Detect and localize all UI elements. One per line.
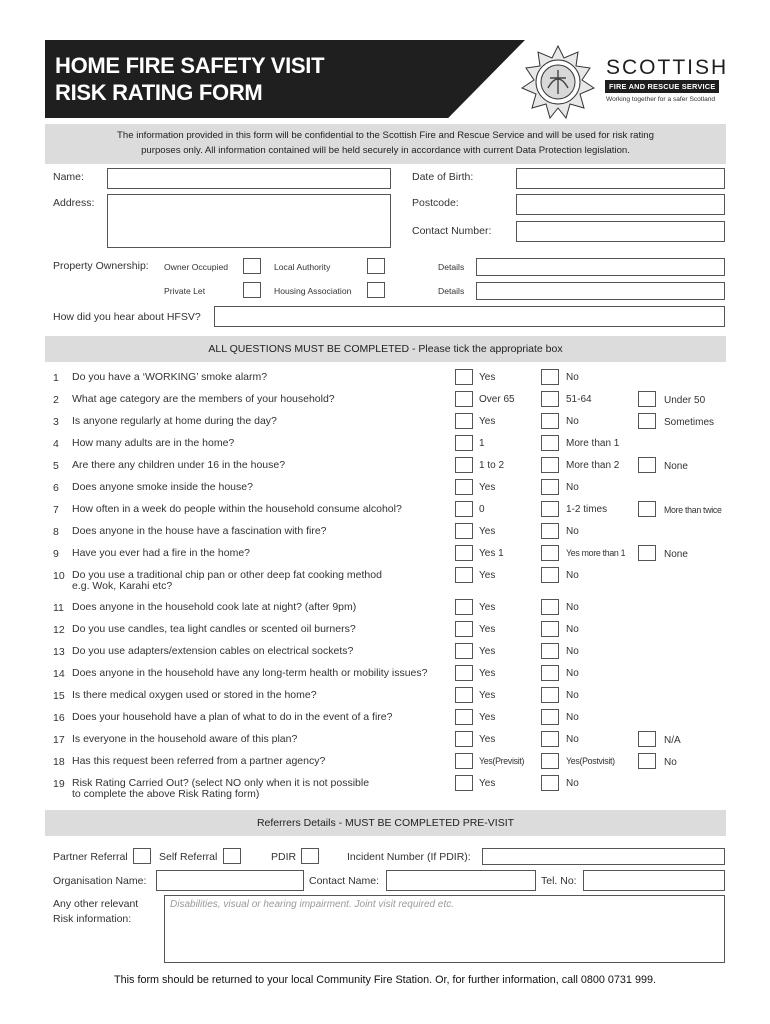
question-option-checkbox[interactable] xyxy=(455,599,473,615)
question-option-checkbox[interactable] xyxy=(541,479,559,495)
question-option-label: 1 to 2 xyxy=(479,460,505,471)
question-option-label: None xyxy=(664,549,688,560)
name-field[interactable] xyxy=(107,168,391,189)
local-authority-label: Local Authority xyxy=(274,262,331,272)
question-option-checkbox[interactable] xyxy=(455,621,473,637)
details-label-2: Details xyxy=(438,286,465,296)
question-number: 7 xyxy=(53,504,59,516)
partner-referral-checkbox[interactable] xyxy=(133,848,151,864)
question-option-label: No xyxy=(566,372,579,383)
question-option-label: No xyxy=(566,482,579,493)
partner-referral-label: Partner Referral xyxy=(53,851,128,863)
question-option-label: No xyxy=(566,712,579,723)
question-text xyxy=(72,712,392,723)
address-label: Address: xyxy=(53,197,95,209)
question-text xyxy=(72,372,267,383)
question-text-line: How often in a week do people within the household consume alcohol? xyxy=(72,503,402,515)
housing-association-checkbox[interactable] xyxy=(367,282,385,298)
brand-subtitle: FIRE AND RESCUE SERVICE xyxy=(605,80,719,93)
address-field[interactable] xyxy=(107,194,391,248)
question-option-label: Yes xyxy=(479,570,496,581)
question-number: 10 xyxy=(53,570,65,582)
question-option-checkbox[interactable] xyxy=(455,643,473,659)
property-ownership-label: Property Ownership: xyxy=(53,260,149,272)
question-text-line-2: to complete the above Risk Rating form) xyxy=(72,788,260,800)
question-option-label: Yes xyxy=(479,734,496,745)
question-option-checkbox[interactable] xyxy=(541,687,559,703)
question-option-label: 1-2 times xyxy=(566,504,608,515)
question-number: 15 xyxy=(53,690,65,702)
question-option-label: Yes xyxy=(479,372,496,383)
local-authority-checkbox[interactable] xyxy=(367,258,385,274)
question-number: 14 xyxy=(53,668,65,680)
question-option-checkbox[interactable] xyxy=(455,457,473,473)
private-let-checkbox[interactable] xyxy=(243,282,261,298)
question-option-label: No xyxy=(566,668,579,679)
crest-logo-icon xyxy=(520,44,596,120)
question-number: 1 xyxy=(53,372,59,384)
question-option-label: No xyxy=(566,778,579,789)
question-option-checkbox[interactable] xyxy=(541,457,559,473)
question-option-label: Yes xyxy=(479,482,496,493)
contact-name-field[interactable] xyxy=(386,870,536,891)
question-option-checkbox[interactable] xyxy=(541,435,559,451)
question-option-checkbox[interactable] xyxy=(455,731,473,747)
question-option-checkbox[interactable] xyxy=(638,545,656,561)
question-number: 16 xyxy=(53,712,65,724)
question-number: 6 xyxy=(53,482,59,494)
question-number: 19 xyxy=(53,778,65,790)
incident-number-field[interactable] xyxy=(482,848,725,865)
question-option-checkbox[interactable] xyxy=(541,545,559,561)
question-text-line-2: e.g. Wok, Karahi etc? xyxy=(72,580,173,592)
question-text xyxy=(72,778,369,800)
question-option-checkbox[interactable] xyxy=(541,567,559,583)
question-number: 13 xyxy=(53,646,65,658)
question-option-label: Sometimes xyxy=(664,417,715,428)
question-number: 9 xyxy=(53,548,59,560)
question-text-line: How many adults are in the home? xyxy=(72,437,235,449)
question-option-label: Yes xyxy=(479,668,496,679)
contact-number-field[interactable] xyxy=(516,221,725,242)
question-option-checkbox[interactable] xyxy=(455,523,473,539)
details-label-1: Details xyxy=(438,262,465,272)
ownership-details-field-2[interactable] xyxy=(476,282,725,300)
question-text xyxy=(72,624,356,635)
question-option-checkbox[interactable] xyxy=(455,391,473,407)
question-number: 2 xyxy=(53,394,59,406)
question-option-checkbox[interactable] xyxy=(541,709,559,725)
hear-about-field[interactable] xyxy=(214,306,725,327)
question-text-line: Has this request been referred from a partner agency? xyxy=(72,755,326,767)
tel-no-field[interactable] xyxy=(583,870,725,891)
question-text-line: Do you use adapters/extension cables on electrical sockets? xyxy=(72,645,354,657)
question-text xyxy=(72,668,427,679)
question-text xyxy=(72,602,356,613)
question-option-checkbox[interactable] xyxy=(541,775,559,791)
hear-about-label: How did you hear about HFSV? xyxy=(53,311,201,323)
question-text-line: Is everyone in the household aware of this plan? xyxy=(72,733,298,745)
question-option-checkbox[interactable] xyxy=(541,501,559,517)
contact-name-label: Contact Name: xyxy=(309,875,380,887)
question-option-checkbox[interactable] xyxy=(541,599,559,615)
risk-info-label-line-2: Risk information: xyxy=(53,913,132,925)
risk-info-placeholder: Disabilities, visual or hearing impairment. Joint visit required etc. xyxy=(170,899,455,910)
question-option-checkbox[interactable] xyxy=(638,501,656,517)
question-option-checkbox[interactable] xyxy=(455,687,473,703)
question-option-label: Yes xyxy=(479,624,496,635)
form-title xyxy=(55,52,324,106)
question-option-label: More than 2 xyxy=(566,460,620,471)
question-option-label: Yes(Previsit) xyxy=(479,756,525,766)
question-number: 8 xyxy=(53,526,59,538)
question-option-label: 1 xyxy=(479,438,485,449)
question-option-checkbox[interactable] xyxy=(455,435,473,451)
question-number: 3 xyxy=(53,416,59,428)
question-option-checkbox[interactable] xyxy=(455,665,473,681)
question-option-checkbox[interactable] xyxy=(455,567,473,583)
question-option-checkbox[interactable] xyxy=(541,753,559,769)
question-text-line: Is anyone regularly at home during the day? xyxy=(72,415,277,427)
question-option-label: No xyxy=(566,416,579,427)
question-text xyxy=(72,756,325,767)
question-option-label: Yes(Postvisit) xyxy=(566,756,615,766)
question-text-line: Does anyone in the house have a fascination with fire? xyxy=(72,525,327,537)
question-text-line: Do you have a ‘WORKING’ smoke alarm? xyxy=(72,371,268,383)
question-option-checkbox[interactable] xyxy=(455,479,473,495)
question-option-label: Yes 1 xyxy=(479,548,504,559)
notice-line-2: purposes only. All information contained will be held securely in accordance with current Data Protection legislation. xyxy=(141,145,630,156)
question-option-checkbox[interactable] xyxy=(455,545,473,561)
question-option-label: Yes xyxy=(479,690,496,701)
question-option-label: No xyxy=(664,757,677,768)
question-text xyxy=(72,646,353,657)
pdir-checkbox[interactable] xyxy=(301,848,319,864)
brand-name: SCOTTISH xyxy=(606,56,729,79)
question-number: 18 xyxy=(53,756,65,768)
question-text-line: Do you use a traditional chip pan or other deep fat cooking method xyxy=(72,569,382,581)
notice-line-1: The information provided in this form will be confidential to the Scottish Fire and Rescue Service and will be used for risk rating xyxy=(117,130,654,141)
question-option-checkbox[interactable] xyxy=(541,413,559,429)
question-number: 5 xyxy=(53,460,59,472)
question-option-checkbox[interactable] xyxy=(455,413,473,429)
question-option-checkbox[interactable] xyxy=(541,523,559,539)
question-number: 4 xyxy=(53,438,59,450)
question-option-label: 51-64 xyxy=(566,394,592,405)
question-text-line: Do you use candles, tea light candles or scented oil burners? xyxy=(72,623,356,635)
private-let-label: Private Let xyxy=(164,286,206,296)
ownership-details-field-1[interactable] xyxy=(476,258,725,276)
question-text-line: Does anyone in the household cook late at night? (after 9pm) xyxy=(72,601,357,613)
question-option-checkbox[interactable] xyxy=(638,457,656,473)
question-text xyxy=(72,394,335,405)
question-option-label: Yes xyxy=(479,526,496,537)
question-option-label: No xyxy=(566,602,579,613)
question-text xyxy=(72,690,317,701)
question-number: 11 xyxy=(53,602,64,614)
question-text xyxy=(72,548,250,559)
owner-occupied-checkbox[interactable] xyxy=(243,258,261,274)
question-option-checkbox[interactable] xyxy=(638,731,656,747)
question-text xyxy=(72,482,253,493)
organisation-name-field[interactable] xyxy=(156,870,304,891)
question-text-line: What age category are the members of your household? xyxy=(72,393,335,405)
question-option-checkbox[interactable] xyxy=(455,369,473,385)
question-option-checkbox[interactable] xyxy=(541,665,559,681)
question-text xyxy=(72,438,234,449)
question-option-checkbox[interactable] xyxy=(541,369,559,385)
question-option-label: No xyxy=(566,734,579,745)
question-number: 12 xyxy=(53,624,65,636)
pdir-label: PDIR xyxy=(271,851,297,863)
postcode-field[interactable] xyxy=(516,194,725,215)
housing-association-label: Housing Association xyxy=(274,286,352,296)
question-option-label: None xyxy=(664,461,688,472)
question-option-label: No xyxy=(566,690,579,701)
title-line-1: HOME FIRE SAFETY VISIT xyxy=(55,53,325,78)
question-option-label: Yes xyxy=(479,646,496,657)
question-option-label: Yes xyxy=(479,778,496,789)
question-option-checkbox[interactable] xyxy=(541,391,559,407)
question-text xyxy=(72,734,297,745)
risk-info-label xyxy=(53,897,138,927)
question-text xyxy=(72,460,285,471)
question-text xyxy=(72,504,402,515)
question-text-line: Risk Rating Carried Out? (select NO only when it is not possible xyxy=(72,777,370,789)
question-option-label: Under 50 xyxy=(664,395,706,406)
contact-number-label: Contact Number: xyxy=(412,225,492,237)
postcode-label: Postcode: xyxy=(412,197,459,209)
questions-section-header: ALL QUESTIONS MUST BE COMPLETED - Please tick the appropriate box xyxy=(45,336,726,362)
question-option-checkbox[interactable] xyxy=(541,643,559,659)
referrer-section-header: Referrers Details - MUST BE COMPLETED PRE-VISIT xyxy=(45,810,726,836)
organisation-name-label: Organisation Name: xyxy=(53,875,147,887)
question-text-line: Is there medical oxygen used or stored in the home? xyxy=(72,689,317,701)
question-option-checkbox[interactable] xyxy=(541,731,559,747)
question-option-label: More than 1 xyxy=(566,438,620,449)
question-option-label: Yes xyxy=(479,602,496,613)
question-text-line: Does anyone in the household have any long-term health or mobility issues? xyxy=(72,667,428,679)
question-text xyxy=(72,416,277,427)
question-option-checkbox[interactable] xyxy=(638,753,656,769)
confidentiality-notice xyxy=(45,124,726,164)
question-option-checkbox[interactable] xyxy=(638,391,656,407)
question-option-checkbox[interactable] xyxy=(455,775,473,791)
question-text xyxy=(72,570,382,592)
question-option-checkbox[interactable] xyxy=(455,753,473,769)
name-label: Name: xyxy=(53,171,84,183)
self-referral-label: Self Referral xyxy=(159,851,218,863)
tel-no-label: Tel. No: xyxy=(541,875,577,887)
question-option-label: Yes xyxy=(479,416,496,427)
question-number: 17 xyxy=(53,734,65,746)
question-option-label: No xyxy=(566,526,579,537)
question-text-line: Are there any children under 16 in the house? xyxy=(72,459,286,471)
owner-occupied-label: Owner Occupied xyxy=(164,262,229,272)
question-option-label: No xyxy=(566,570,579,581)
question-option-checkbox[interactable] xyxy=(455,709,473,725)
question-option-checkbox[interactable] xyxy=(455,501,473,517)
dob-field[interactable] xyxy=(516,168,725,189)
question-text-line: Does your household have a plan of what to do in the event of a fire? xyxy=(72,711,393,723)
title-line-2: RISK RATING FORM xyxy=(55,80,263,105)
question-text-line: Does anyone smoke inside the house? xyxy=(72,481,253,493)
incident-number-label: Incident Number (If PDIR): xyxy=(347,851,471,863)
question-option-label: Over 65 xyxy=(479,394,515,405)
question-option-label: More than twice xyxy=(664,505,722,515)
question-option-label: No xyxy=(566,646,579,657)
question-option-label: No xyxy=(566,624,579,635)
question-text-line: Have you ever had a fire in the home? xyxy=(72,547,251,559)
question-option-label: N/A xyxy=(664,735,681,746)
question-option-label: 0 xyxy=(479,504,485,515)
question-option-checkbox[interactable] xyxy=(638,413,656,429)
footer-note: This form should be returned to your local Community Fire Station. Or, for further information, call 0800 0731 999. xyxy=(114,974,656,986)
risk-info-label-line-1: Any other relevant xyxy=(53,898,139,910)
brand-tagline: Working together for a safer Scotland xyxy=(606,96,716,103)
dob-label: Date of Birth: xyxy=(412,171,474,183)
question-option-label: Yes xyxy=(479,712,496,723)
question-option-checkbox[interactable] xyxy=(541,621,559,637)
self-referral-checkbox[interactable] xyxy=(223,848,241,864)
question-option-label: Yes more than 1 xyxy=(566,548,626,558)
question-text xyxy=(72,526,327,537)
